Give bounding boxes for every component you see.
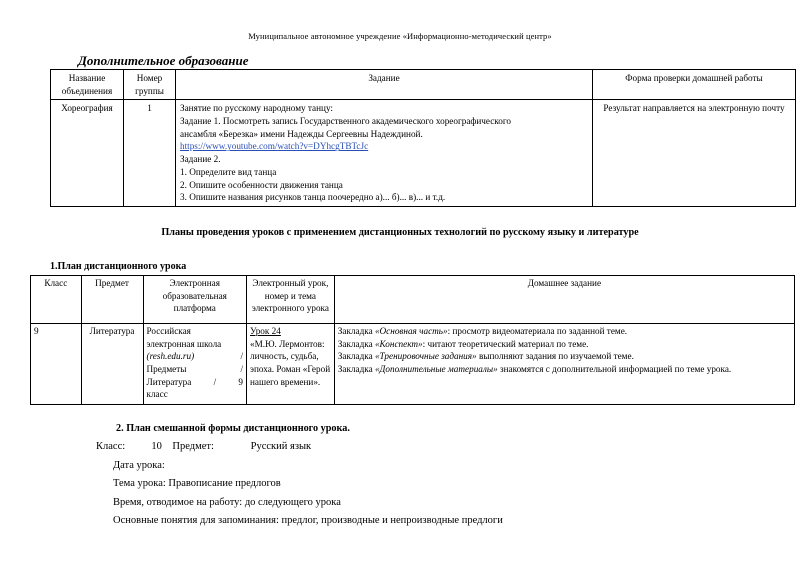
homework-item [338, 325, 791, 338]
lesson-plans-heading: Планы проведения уроков с применением дистанционных технологий по русскому языку и литературе [161, 227, 639, 238]
column-header-grade: Класс [31, 276, 82, 324]
platform-line-3 [147, 350, 244, 363]
platform-slash-2: / [240, 364, 244, 375]
platform-slash-3: / [213, 376, 217, 387]
section-label-additional-education: Дополнительное образование [78, 53, 249, 68]
task-line-1: Занятие по русскому народному танцу: [180, 103, 333, 114]
task-line-5: 1. Определите вид танца [180, 166, 277, 177]
homework-suffix: : читают теоретический материал по теме. [422, 338, 589, 349]
youtube-link[interactable]: https://www.youtube.com/watch?v=DYhcgTBTcJc [180, 141, 369, 152]
homework-suffix: знакомятся с дополнительной информацией по теме урока. [497, 364, 732, 375]
cell-association: Хореография [51, 100, 124, 207]
table-header-row [31, 276, 795, 324]
mixed-plan-line-date: Дата урока: [113, 459, 165, 471]
cell-group-number: 1 [124, 100, 176, 207]
task-link-wrapper [180, 140, 588, 153]
homework-prefix: Закладка [337, 326, 375, 336]
mixed-plan-block [96, 424, 796, 535]
column-header-group-number: Номер группы [124, 70, 176, 100]
homework-item [338, 350, 791, 363]
platform-line-2: электронная школа [146, 338, 222, 349]
cell-lesson [247, 324, 335, 405]
platform-line-4 [147, 363, 244, 376]
task-line-2: Задание 1. Посмотреть запись Государственного академического хореографического [180, 116, 512, 127]
task-line-4: Задание 2. [180, 154, 221, 165]
task-line-7: 3. Опишите названия рисунков танца поочередно а)... б)... в)... и т.д. [180, 192, 446, 203]
platform-literature: Литература [146, 376, 192, 387]
mixed-plan-line-topic: Тема урока: Правописание предлогов [113, 478, 281, 490]
cell-grade: 9 [31, 324, 82, 405]
column-header-task: Задание [176, 70, 593, 100]
lesson-description: «М.Ю. Лермонтов: личность, судьба, эпоха. Роман «Герой нашего времени». [250, 338, 331, 387]
cell-platform [143, 324, 247, 405]
mixed-plan-title: 2. План смешанной формы дистанционного урока. [116, 423, 350, 434]
table-distance-lesson-plan [30, 275, 795, 405]
document-header: Муниципальное автономное учреждение «Информационно-методический центр» [248, 31, 552, 41]
mixed-plan-line-time: Время, отводимое на работу: до следующего урока [113, 496, 341, 508]
task-line-6: 2. Опишите особенности движения танца [180, 179, 343, 190]
mixed-plan-line-class: Класс: 10 Предмет: Русский язык [96, 441, 312, 453]
column-header-platform: Электронная образовательная платформа [143, 276, 247, 324]
mixed-plan-line-concepts: Основные понятия для запоминания: предлог, производные и непроизводные предлоги [113, 515, 503, 527]
platform-subjects: Предметы [146, 364, 187, 375]
platform-line-1: Российская [146, 326, 191, 336]
homework-bookmark: «Основная часть» [374, 326, 448, 336]
homework-bookmark: «Конспект» [374, 338, 423, 349]
homework-prefix: Закладка [337, 338, 375, 349]
lesson-number: Урок 24 [250, 326, 281, 336]
task-line-3: ансамбля «Березка» имени Надежды Сергеевны Надеждиной. [180, 128, 423, 139]
homework-item [338, 363, 791, 376]
table-additional-education [50, 69, 796, 207]
homework-suffix: : просмотр видеоматериала по заданной теме. [447, 326, 628, 336]
cell-check-form: Результат направляется на электронную почту [593, 100, 796, 207]
column-header-subject: Предмет [81, 276, 143, 324]
column-header-homework: Домашнее задание [334, 276, 794, 324]
homework-item [338, 338, 791, 351]
cell-task [176, 100, 593, 207]
homework-bookmark: «Дополнительные материалы» [374, 364, 498, 375]
homework-prefix: Закладка [337, 351, 375, 362]
platform-line-6: класс [146, 389, 168, 400]
distance-lesson-plan-subheading: 1.План дистанционного урока [50, 261, 187, 272]
column-header-association: Название объединения [51, 70, 124, 100]
homework-prefix: Закладка [337, 364, 375, 375]
column-header-check-form: Форма проверки домашней работы [593, 70, 796, 100]
table-row [31, 324, 795, 405]
homework-suffix: выполняют задания по изучаемой теме. [476, 351, 634, 362]
cell-subject: Литература [81, 324, 143, 405]
platform-slash-1: / [240, 351, 244, 362]
cell-homework [334, 324, 794, 405]
table-row [51, 100, 796, 207]
table-header-row [51, 70, 796, 100]
platform-site: (resh.edu.ru) [146, 351, 195, 362]
homework-bookmark: «Тренировочные задания» [374, 351, 477, 362]
column-header-lesson: Электронный урок, номер и тема электронного урока [247, 276, 335, 324]
platform-grade-number: 9 [238, 376, 243, 387]
platform-line-5 [147, 376, 244, 389]
